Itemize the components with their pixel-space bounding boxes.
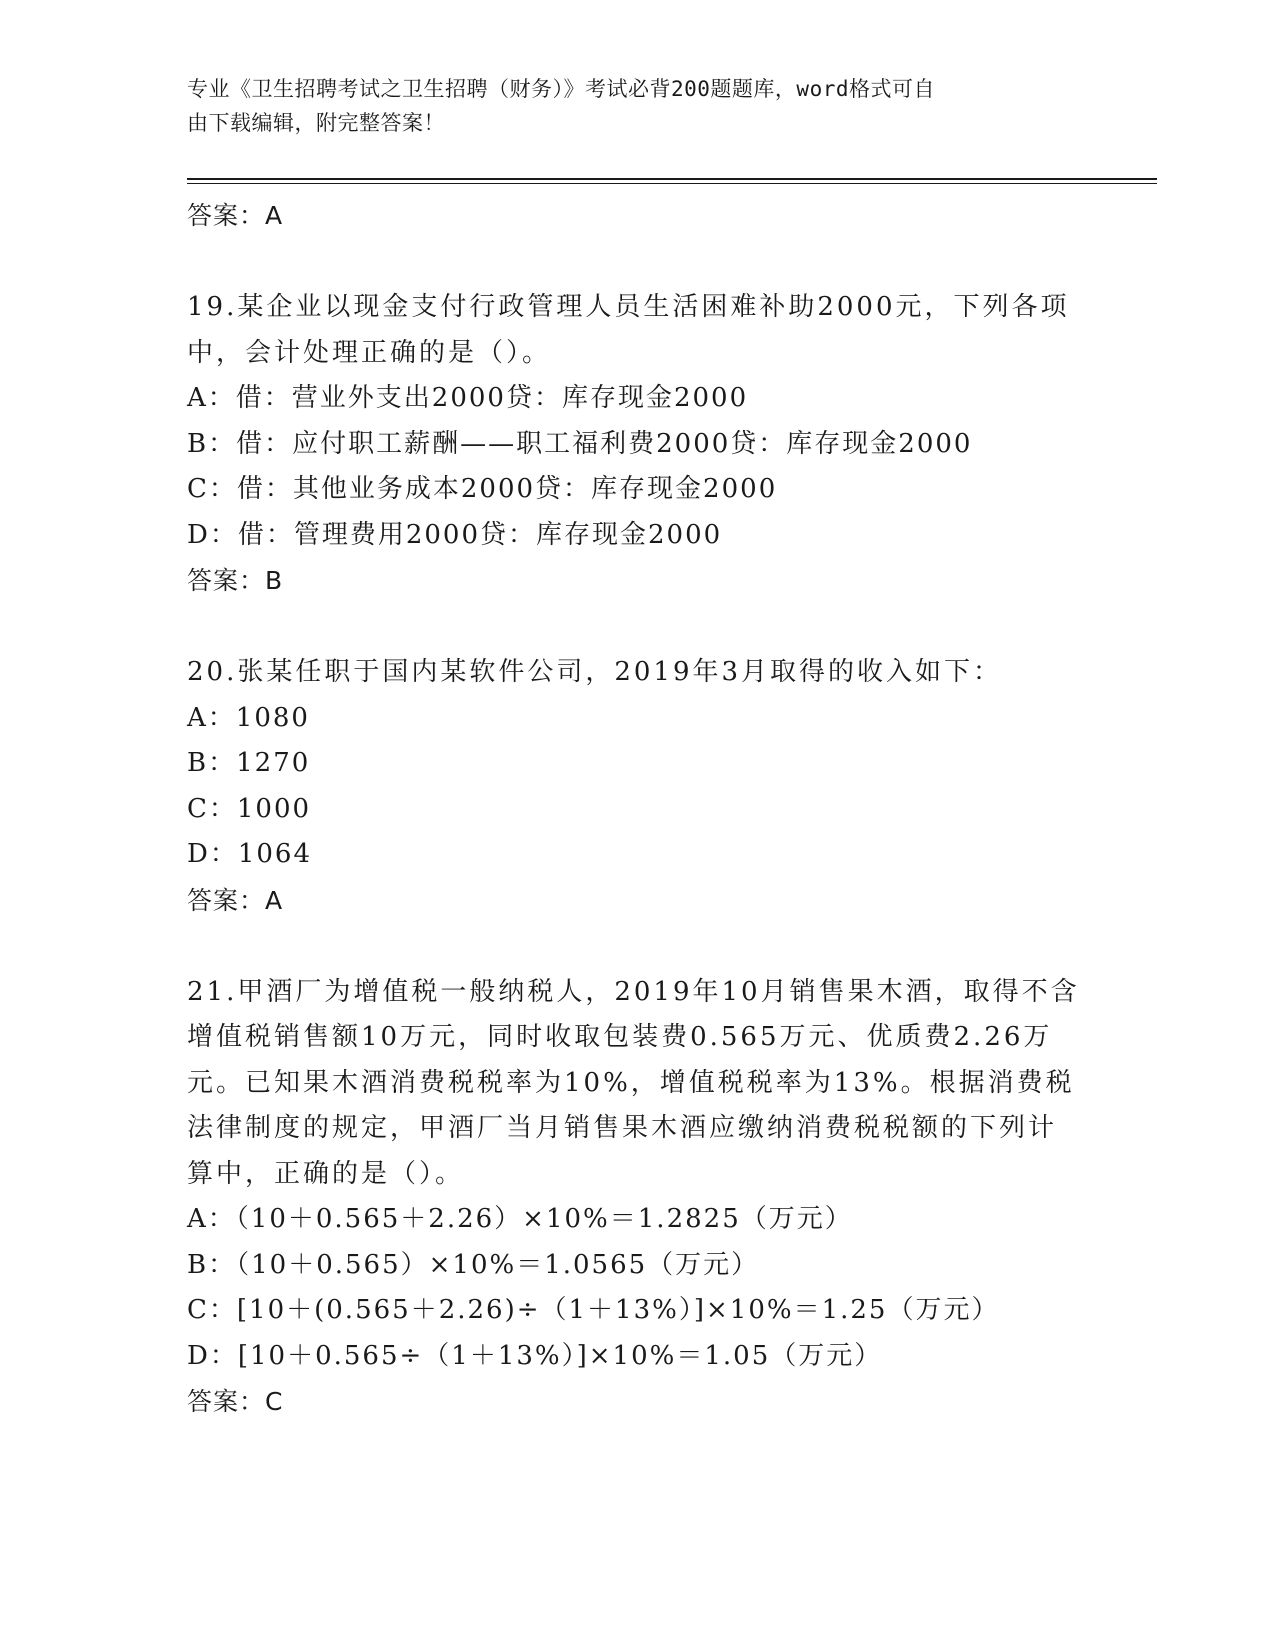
question-block-21 (187, 970, 1087, 1426)
question-answer (187, 1379, 1087, 1425)
answer-value: C (265, 1387, 284, 1416)
answer-value: A (265, 201, 284, 230)
question-list (187, 193, 1087, 1425)
option-d: D：1064 (187, 839, 313, 869)
question-text-line: 20.张某任职于国内某软件公司，2019年3月取得的收入如下： (187, 657, 1003, 687)
option-b: B：借：应付职工薪酬——职工福利费2000贷：库存现金2000 (187, 428, 973, 459)
option-c: C：[10＋(0.565＋2.26)÷（1＋13%）]×10%＝1.25（万元） (187, 1295, 1000, 1325)
option-c: C：借：其他业务成本2000贷：库存现金2000 (187, 474, 778, 504)
question-text-line: 21.甲酒厂为增值税一般纳税人，2019年10月销售果木酒，取得不含 (187, 976, 1080, 1007)
answer-label: 答案： (187, 1387, 266, 1416)
option-b: B：1270 (187, 748, 311, 778)
question-text-line: 19.某企业以现金支付行政管理人员生活困难补助2000元，下列各项 (187, 292, 1070, 322)
question-answer (187, 878, 1087, 924)
option-c: C：1000 (187, 793, 312, 824)
question-text-line: 法律制度的规定，甲酒厂当月销售果木酒应缴纳消费税税额的下列计 (187, 1113, 1058, 1143)
answer-value: A (265, 885, 284, 915)
question-block-19 (187, 285, 1087, 604)
option-d: D：借：管理费用2000贷：库存现金2000 (187, 519, 723, 550)
answer-label: 答案： (187, 566, 266, 595)
option-b: B：（10＋0.565）×10%＝1.0565（万元） (187, 1249, 760, 1280)
question-text-line: 增值税销售额10万元，同时收取包装费0.565万元、优质费2.26万 (187, 1022, 1053, 1052)
page-header (187, 72, 1067, 140)
question-block-20 (187, 650, 1087, 924)
answer-label: 答案： (187, 885, 266, 915)
option-a: A：借：营业外支出2000贷：库存现金2000 (187, 383, 749, 413)
header-divider-thick (187, 178, 1157, 180)
previous-answer (187, 193, 1087, 239)
option-a: A：（10＋0.565＋2.26）×10%＝1.2825（万元） (187, 1204, 853, 1234)
question-text-line: 中，会计处理正确的是（）。 (187, 337, 552, 368)
question-answer (187, 558, 1087, 604)
header-line-1: 专业《卫生招聘考试之卫生招聘（财务）》考试必背200题题库，word格式可自 (187, 77, 935, 101)
question-text-line: 元。已知果木酒消费税税率为10%，增值税税率为13%。根据消费税 (187, 1067, 1075, 1098)
header-divider-thin (187, 183, 1157, 184)
option-d: D：[10＋0.565÷（1＋13%）]×10%＝1.05（万元） (187, 1340, 883, 1371)
answer-label: 答案： (187, 201, 266, 230)
answer-value: B (265, 566, 284, 595)
question-text-line: 算中，正确的是（）。 (187, 1158, 465, 1189)
option-a: A：1080 (187, 702, 310, 733)
header-line-2: 由下载编辑，附完整答案！ (187, 111, 445, 135)
